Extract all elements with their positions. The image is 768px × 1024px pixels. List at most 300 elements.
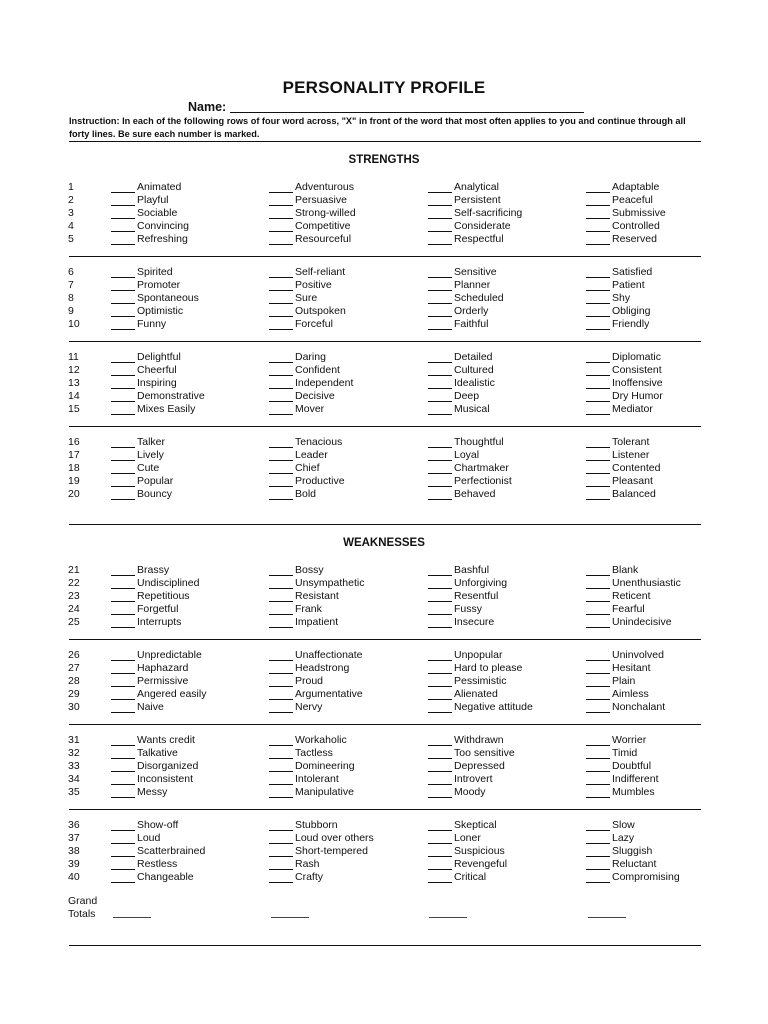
mark-blank-field[interactable] [586,819,610,831]
word-choice [428,305,488,318]
word-label: Domineering [295,759,355,772]
word-label: Friendly [612,317,650,330]
mark-blank-field[interactable] [269,403,293,415]
mark-blank-field[interactable] [586,233,610,245]
group-divider [69,256,701,257]
word-choice [586,845,652,858]
mark-blank-field[interactable] [269,786,293,798]
mark-blank-field[interactable] [428,845,452,857]
row-number: 35 [68,785,80,798]
mark-blank-field[interactable] [428,403,452,415]
mark-blank-field[interactable] [111,688,135,700]
word-choice [111,688,206,701]
mark-blank-field[interactable] [428,832,452,844]
mark-blank-field[interactable] [269,747,293,759]
mark-blank-field[interactable] [269,564,293,576]
word-label: Loyal [454,448,480,461]
word-choice [428,449,479,462]
mark-blank-field[interactable] [428,279,452,291]
mark-blank-field[interactable] [269,390,293,402]
word-choice [428,403,490,416]
mark-blank-field[interactable] [111,305,135,317]
mark-blank-field[interactable] [428,590,452,602]
mark-blank-field[interactable] [428,390,452,402]
mark-blank-field[interactable] [586,462,610,474]
mark-blank-field[interactable] [269,662,293,674]
word-choice [428,616,494,629]
word-choice [428,858,507,871]
mark-blank-field[interactable] [428,760,452,772]
word-choice [111,364,177,377]
word-label: Resentful [454,589,499,602]
mark-blank-field[interactable] [111,449,135,461]
mark-blank-field[interactable] [428,449,452,461]
mark-blank-field[interactable] [111,220,135,232]
mark-blank-field[interactable] [586,688,610,700]
mark-blank-field[interactable] [586,220,610,232]
word-choice [586,194,653,207]
row-number: 3 [68,206,74,219]
mark-blank-field[interactable] [428,318,452,330]
word-choice [269,403,324,416]
mark-blank-field[interactable] [269,364,293,376]
mark-blank-field[interactable] [111,773,135,785]
mark-blank-field[interactable] [111,436,135,448]
mark-blank-field[interactable] [269,292,293,304]
word-label: Popular [137,474,174,487]
word-choice [111,488,172,501]
mark-blank-field[interactable] [269,266,293,278]
word-label: Loud over others [295,831,374,844]
word-label: Alienated [454,687,498,700]
mark-blank-field[interactable] [111,649,135,661]
mark-blank-field[interactable] [428,858,452,870]
total-column-2-field[interactable] [271,917,309,918]
word-label: Revengeful [454,857,508,870]
mark-blank-field[interactable] [428,747,452,759]
word-label: Mixes Easily [137,402,196,415]
mark-blank-field[interactable] [111,292,135,304]
word-choice [586,390,663,403]
mark-blank-field[interactable] [269,475,293,487]
word-choice [428,577,507,590]
mark-blank-field[interactable] [428,616,452,628]
mark-blank-field[interactable] [111,845,135,857]
mark-blank-field[interactable] [111,233,135,245]
mark-blank-field[interactable] [586,403,610,415]
mark-blank-field[interactable] [269,577,293,589]
mark-blank-field[interactable] [586,845,610,857]
mark-blank-field[interactable] [428,871,452,883]
word-label: Introvert [454,772,493,785]
mark-blank-field[interactable] [111,207,135,219]
group-divider [69,341,701,342]
mark-blank-field[interactable] [269,819,293,831]
word-choice [428,701,533,714]
mark-blank-field[interactable] [111,488,135,500]
mark-blank-field[interactable] [586,675,610,687]
mark-blank-field[interactable] [111,364,135,376]
word-label: Sluggish [612,844,653,857]
word-choice [428,318,488,331]
total-column-4-field[interactable] [588,917,626,918]
word-label: Too sensitive [454,746,515,759]
word-choice [269,351,326,364]
word-choice [111,871,194,884]
mark-blank-field[interactable] [586,734,610,746]
row-number: 26 [68,649,80,661]
word-label: Inoffensive [612,376,663,389]
word-choice [269,603,322,616]
word-label: Reserved [612,232,657,245]
header-divider [69,141,701,142]
mark-blank-field[interactable] [586,475,610,487]
mark-blank-field[interactable] [586,377,610,389]
mark-blank-field[interactable] [428,266,452,278]
row-number: 8 [68,291,74,304]
word-label: Naive [137,700,164,713]
word-label: Hard to please [454,661,523,674]
row-number: 6 [68,266,74,278]
mark-blank-field[interactable] [586,194,610,206]
word-label: Orderly [454,304,489,317]
word-row [0,871,768,884]
word-label: Suspicious [454,844,505,857]
mark-blank-field[interactable] [586,279,610,291]
mark-blank-field[interactable] [586,318,610,330]
mark-blank-field[interactable] [269,734,293,746]
word-label: Cute [137,461,160,474]
word-label: Forceful [295,317,333,330]
mark-blank-field[interactable] [111,603,135,615]
word-row [0,488,768,501]
word-choice [111,194,169,207]
row-number: 14 [68,389,80,402]
mark-blank-field[interactable] [269,279,293,291]
mark-blank-field[interactable] [428,773,452,785]
mark-blank-field[interactable] [269,449,293,461]
mark-blank-field[interactable] [269,181,293,193]
word-label: Moody [454,785,486,798]
mark-blank-field[interactable] [269,220,293,232]
word-choice [269,616,338,629]
word-label: Indifferent [612,772,659,785]
mark-blank-field[interactable] [428,351,452,363]
word-label: Skeptical [454,819,497,831]
word-label: Unpopular [454,649,503,661]
word-choice [269,318,333,331]
mark-blank-field[interactable] [269,194,293,206]
mark-blank-field[interactable] [428,292,452,304]
word-label: Contented [612,461,661,474]
word-choice [269,590,339,603]
word-choice [586,701,665,714]
mark-blank-field[interactable] [111,832,135,844]
word-choice [269,564,324,577]
mark-blank-field[interactable] [586,871,610,883]
mark-blank-field[interactable] [111,747,135,759]
word-choice [428,488,495,501]
word-label: Idealistic [454,376,495,389]
mark-blank-field[interactable] [269,858,293,870]
row-number: 12 [68,363,80,376]
mark-blank-field[interactable] [428,662,452,674]
word-label: Demonstrative [137,389,205,402]
word-choice [269,266,345,279]
mark-blank-field[interactable] [586,390,610,402]
mark-blank-field[interactable] [269,488,293,500]
mark-blank-field[interactable] [586,773,610,785]
mark-blank-field[interactable] [428,675,452,687]
mark-blank-field[interactable] [269,832,293,844]
mark-blank-field[interactable] [269,318,293,330]
mark-blank-field[interactable] [111,279,135,291]
word-label: Show-off [137,819,179,831]
word-label: Compromising [612,870,680,883]
word-choice [269,462,320,475]
mark-blank-field[interactable] [111,590,135,602]
mark-blank-field[interactable] [269,462,293,474]
word-choice [269,858,320,871]
word-label: Daring [295,351,326,363]
mark-blank-field[interactable] [269,207,293,219]
mark-blank-field[interactable] [111,616,135,628]
mark-blank-field[interactable] [269,871,293,883]
mark-blank-field[interactable] [586,449,610,461]
total-column-1-field[interactable] [113,917,151,918]
mark-blank-field[interactable] [269,773,293,785]
mark-blank-field[interactable] [269,305,293,317]
mark-blank-field[interactable] [428,701,452,713]
word-label: Plain [612,674,636,687]
mark-blank-field[interactable] [269,845,293,857]
word-choice [269,194,347,207]
mark-blank-field[interactable] [428,649,452,661]
mark-blank-field[interactable] [269,233,293,245]
word-choice [269,364,340,377]
row-number: 1 [68,181,74,193]
mark-blank-field[interactable] [111,858,135,870]
mark-blank-field[interactable] [269,675,293,687]
word-label: Aimless [612,687,649,700]
mark-blank-field[interactable] [111,701,135,713]
word-label: Adaptable [612,181,660,193]
mark-blank-field[interactable] [111,351,135,363]
mark-blank-field[interactable] [269,603,293,615]
mark-blank-field[interactable] [111,390,135,402]
word-label: Promoter [137,278,181,291]
mark-blank-field[interactable] [586,364,610,376]
word-choice [111,233,188,246]
mark-blank-field[interactable] [111,760,135,772]
word-choice [111,449,164,462]
word-choice [428,194,501,207]
section-divider [69,524,701,525]
word-choice [269,305,346,318]
mark-blank-field[interactable] [586,266,610,278]
mark-blank-field[interactable] [586,351,610,363]
mark-blank-field[interactable] [428,233,452,245]
mark-blank-field[interactable] [428,305,452,317]
word-label: Scatterbrained [137,844,206,857]
mark-blank-field[interactable] [111,377,135,389]
mark-blank-field[interactable] [111,403,135,415]
mark-blank-field[interactable] [586,207,610,219]
word-choice [269,220,350,233]
word-choice [111,403,195,416]
mark-blank-field[interactable] [586,590,610,602]
word-choice [586,279,645,292]
mark-blank-field[interactable] [586,305,610,317]
word-label: Unforgiving [454,576,508,589]
row-number: 11 [68,351,79,363]
word-choice [428,292,504,305]
word-label: Confident [295,363,340,376]
row-number: 39 [68,857,80,870]
mark-blank-field[interactable] [586,760,610,772]
word-choice [111,181,181,194]
mark-blank-field[interactable] [586,747,610,759]
word-choice [586,351,661,364]
word-choice [269,662,349,675]
mark-blank-field[interactable] [428,194,452,206]
mark-blank-field[interactable] [269,649,293,661]
word-choice [111,603,178,616]
mark-blank-field[interactable] [269,351,293,363]
mark-blank-field[interactable] [269,701,293,713]
word-label: Planner [454,278,491,291]
mark-blank-field[interactable] [586,832,610,844]
mark-blank-field[interactable] [269,590,293,602]
mark-blank-field[interactable] [111,318,135,330]
mark-blank-field[interactable] [111,266,135,278]
word-row [0,858,768,871]
word-row [0,207,768,220]
mark-blank-field[interactable] [269,760,293,772]
word-choice [586,819,635,832]
mark-blank-field[interactable] [586,564,610,576]
word-choice [269,832,374,845]
mark-blank-field[interactable] [428,564,452,576]
word-choice [111,292,199,305]
mark-blank-field[interactable] [428,462,452,474]
mark-blank-field[interactable] [269,436,293,448]
mark-blank-field[interactable] [428,819,452,831]
word-label: Pleasant [612,474,653,487]
word-label: Mumbles [612,785,655,798]
word-label: Depressed [454,759,505,772]
word-row [0,832,768,845]
mark-blank-field[interactable] [428,734,452,746]
mark-blank-field[interactable] [111,194,135,206]
word-row [0,773,768,786]
mark-blank-field[interactable] [428,436,452,448]
row-number: 31 [68,734,80,746]
word-label: Resistant [295,589,339,602]
mark-blank-field[interactable] [586,292,610,304]
mark-blank-field[interactable] [269,688,293,700]
mark-blank-field[interactable] [111,871,135,883]
word-choice [111,266,173,279]
mark-blank-field[interactable] [586,858,610,870]
mark-blank-field[interactable] [111,734,135,746]
total-column-3-field[interactable] [429,917,467,918]
word-label: Cheerful [137,363,177,376]
word-choice [586,734,646,747]
word-choice [428,436,504,449]
word-choice [269,649,363,662]
mark-blank-field[interactable] [586,701,610,713]
mark-blank-field[interactable] [428,488,452,500]
mark-blank-field[interactable] [111,577,135,589]
mark-blank-field[interactable] [428,364,452,376]
mark-blank-field[interactable] [111,475,135,487]
mark-blank-field[interactable] [111,181,135,193]
word-choice [428,662,522,675]
mark-blank-field[interactable] [111,462,135,474]
mark-blank-field[interactable] [428,377,452,389]
mark-blank-field[interactable] [586,577,610,589]
mark-blank-field[interactable] [111,819,135,831]
word-choice [586,603,645,616]
mark-blank-field[interactable] [111,675,135,687]
mark-blank-field[interactable] [586,488,610,500]
word-choice [586,488,656,501]
totals-label: Totals [68,908,96,920]
mark-blank-field[interactable] [269,377,293,389]
word-choice [428,181,499,194]
word-label: Self-sacrificing [454,206,523,219]
word-label: Nervy [295,700,323,713]
name-field-line[interactable] [230,112,584,113]
mark-blank-field[interactable] [428,688,452,700]
mark-blank-field[interactable] [428,220,452,232]
word-choice [428,279,490,292]
mark-blank-field[interactable] [111,564,135,576]
word-choice [586,449,649,462]
mark-blank-field[interactable] [586,436,610,448]
mark-blank-field[interactable] [428,207,452,219]
word-choice [428,377,495,390]
word-label: Submissive [612,206,666,219]
word-choice [111,390,205,403]
mark-blank-field[interactable] [586,616,610,628]
mark-blank-field[interactable] [428,577,452,589]
word-label: Short-tempered [295,844,368,857]
row-number: 9 [68,304,74,317]
word-label: Peaceful [612,193,653,206]
mark-blank-field[interactable] [586,603,610,615]
word-label: Outspoken [295,304,346,317]
word-choice [428,773,493,786]
mark-blank-field[interactable] [586,662,610,674]
word-label: Perfectionist [454,474,512,487]
mark-blank-field[interactable] [269,616,293,628]
word-choice [269,675,323,688]
mark-blank-field[interactable] [111,662,135,674]
mark-blank-field[interactable] [428,475,452,487]
word-choice [269,475,345,488]
mark-blank-field[interactable] [111,786,135,798]
mark-blank-field[interactable] [586,181,610,193]
mark-blank-field[interactable] [428,603,452,615]
mark-blank-field[interactable] [428,181,452,193]
mark-blank-field[interactable] [586,786,610,798]
mark-blank-field[interactable] [428,786,452,798]
mark-blank-field[interactable] [586,649,610,661]
word-label: Hesitant [612,661,651,674]
grand-label: Grand [68,895,98,907]
